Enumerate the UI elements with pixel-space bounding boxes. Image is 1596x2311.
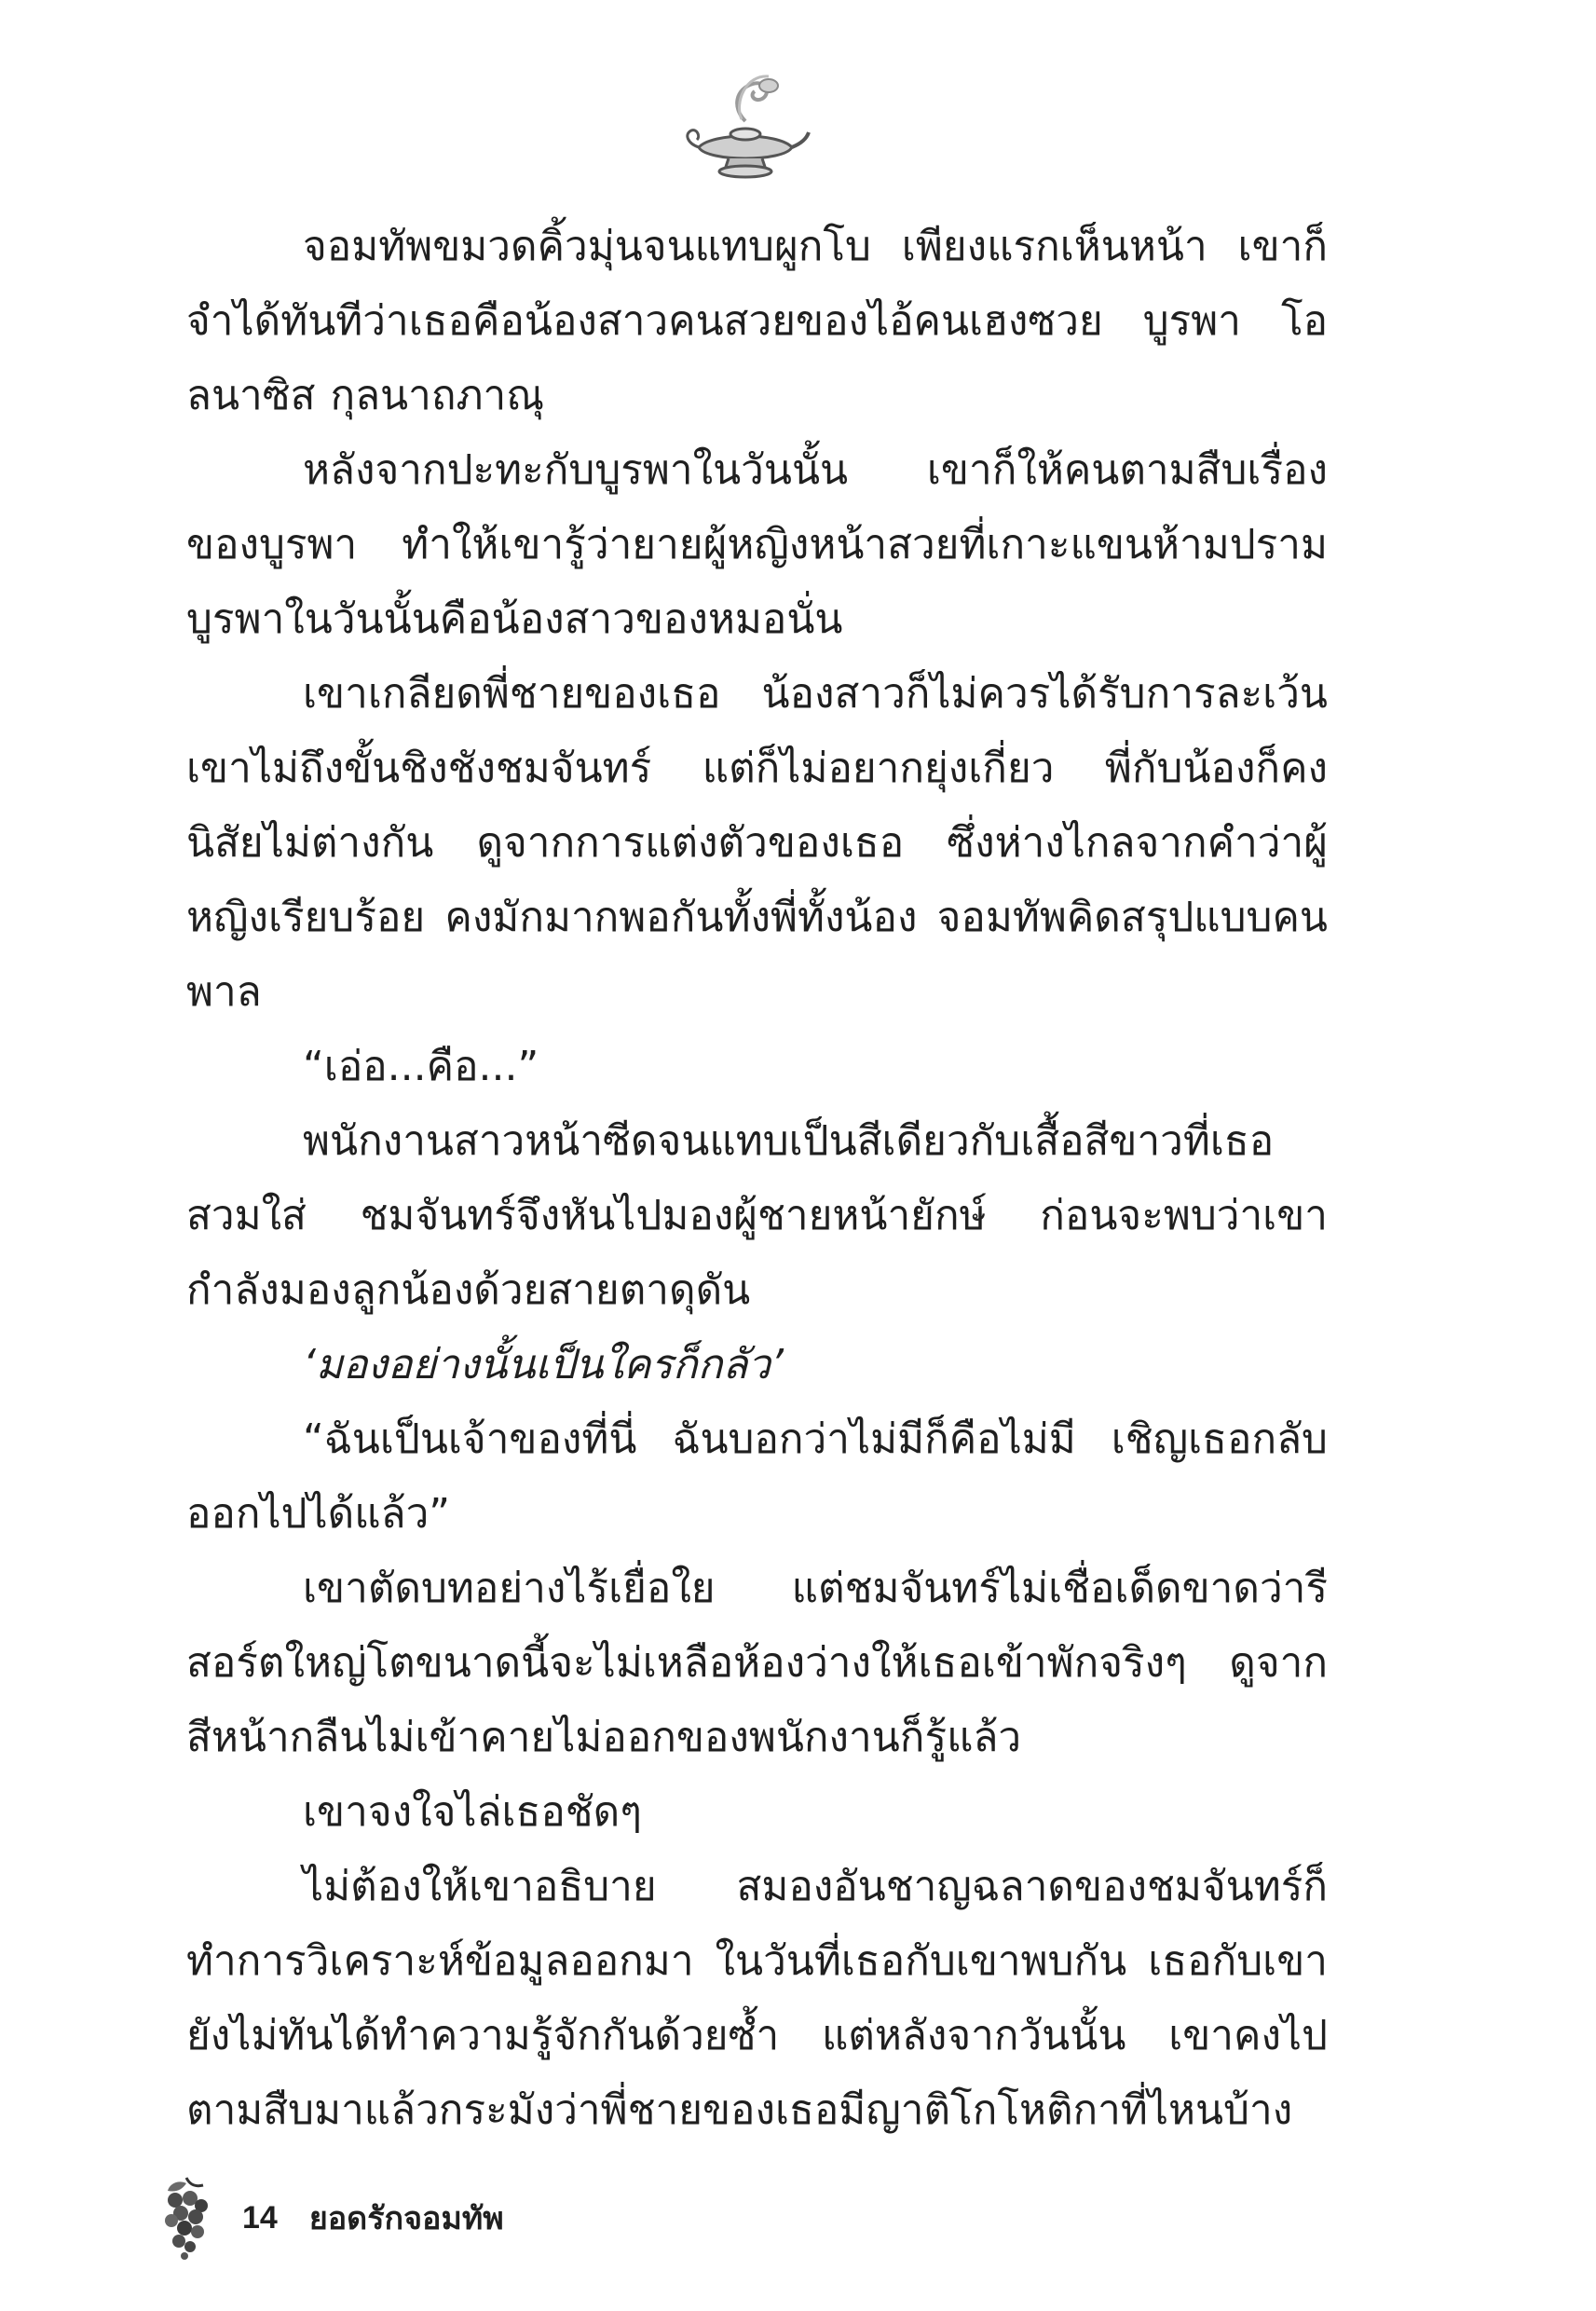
book-title: ยอดรักจอมทัพ xyxy=(308,2200,504,2237)
paragraph-10: ไม่ต้องให้เขาอธิบาย สมองอันชาญฉลาดของชมจันทร์ก็ทำการวิเคราะห์ข้อมูลออกมา ในวันที่เธอกับเขาพบกัน เธอกับเขายังไม่ทันได้ทำความรู้จักกันด้วยซ้ำ แต่หลังจากวันนั้น เขาคงไปตามสืบมาแล้วกระมังว่าพี่ชายของเธอมีญาติโกโหติกาที่ไหนบ้าง xyxy=(186,1863,1328,2134)
paragraph-9: เขาจงใจไล่เธอชัดๆ xyxy=(303,1788,642,1836)
genie-lamp-icon xyxy=(680,65,811,186)
paragraph-8: เขาตัดบทอย่างไร้เยื่อใย แต่ชมจันทร์ไม่เชื่อเด็ดขาดว่ารีสอร์ตใหญ่โตขนาดนี้จะไม่เหลือห้องว่างให้เธอเข้าพักจริงๆ ดูจากสีหน้ากลืนไม่เข้าคายไม่ออกของพนักงานก็รู้แล้ว xyxy=(186,1565,1328,1761)
grape-cluster-icon xyxy=(158,2176,214,2260)
paragraph-2: หลังจากปะทะกับบูรพาในวันนั้น เขาก็ให้คนตามสืบเรื่องของบูรพา ทำให้เขารู้ว่ายายผู้หญิงหน้าสวยที่เกาะแขนห้ามปรามบูรพาในวันนั้นคือน้องสาวของหมอนั่น xyxy=(186,446,1328,643)
paragraph-3: เขาเกลียดพี่ชายของเธอ น้องสาวก็ไม่ควรได้รับการละเว้น เขาไม่ถึงขั้นชิงชังชมจันทร์ แต่ก็ไม่อยากยุ่งเกี่ยว พี่กับน้องก็คงนิสัยไม่ต่างกัน ดูจากการแต่งตัวของเธอ ซึ่งห่างไกลจากคำว่าผู้หญิงเรียบร้อย คงมักมากพอกันทั้งพี่ทั้งน้อง จอมทัพคิดสรุปแบบคนพาล xyxy=(186,670,1328,1016)
paragraph-5: พนักงานสาวหน้าซีดจนแทบเป็นสีเดียวกับเสื้อสีขาวที่เธอสวมใส่ ชมจันทร์จึงหันไปมองผู้ชายหน้ายักษ์ ก่อนจะพบว่าเขากำลังมองลูกน้องด้วยสายตาดุดัน xyxy=(186,1117,1328,1314)
paragraph-7: “ฉันเป็นเจ้าของที่นี่ ฉันบอกว่าไม่มีก็คือไม่มี เชิญเธอกลับออกไปได้แล้ว” xyxy=(186,1415,1328,1538)
body-text xyxy=(186,210,1328,2148)
page-footer xyxy=(158,2176,904,2260)
paragraph-1: จอมทัพขมวดคิ้วมุ่นจนแทบผูกโบ เพียงแรกเห็นหน้า เขาก็จำได้ทันทีว่าเธอคือน้องสาวคนสวยของไอ้คนเฮงซวย บูรพา โอลนาซิส กุลนาถภาณุ xyxy=(186,223,1328,419)
paragraph-4: “เอ่อ...คือ...” xyxy=(303,1043,539,1090)
page-number: 14 xyxy=(242,2199,278,2236)
paragraph-6: ‘มองอย่างนั้นเป็นใครก็กลัว’ xyxy=(303,1341,784,1388)
